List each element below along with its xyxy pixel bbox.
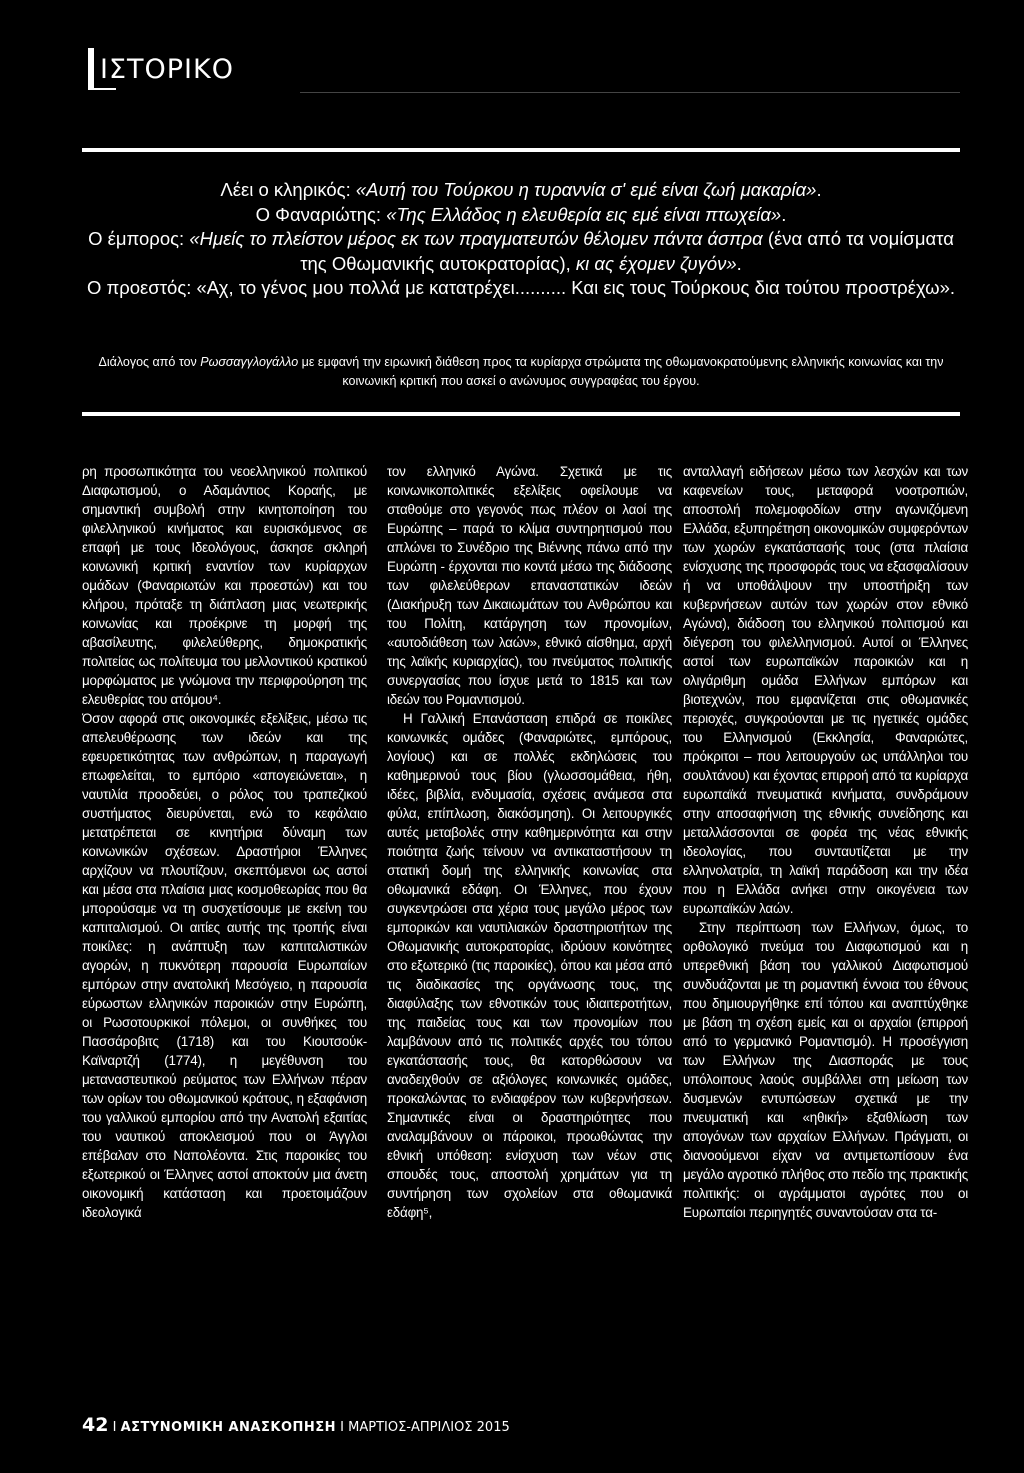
paragraph: ρη προσωπικότητα του νεοελληνικού πολιτικού Διαφωτισμού, ο Αδαμάντιος Κοραής, με σημαντική συμβολή στην κινητοποίηση του φιλελληνικού κινήματος και ευρισκόμενος σε επαφή με τους Ιδεολόγους, άσκησε σκληρή κοινωνική κριτική εναντίον των κυρίαρχων ομάδων (Φαναριωτών και προεστών) και του κλήρου, πρόταξε τη διάπλαση μιας νεωτερικής κοινωνίας και προέκρινε τη μορφή της αβασίλευτης, φιλελεύθερης, δημοκρατικής πολιτείας ως πολίτευμα του μελλοντικού κρατικού μορφώματος με γνώμονα την περιφρούρηση της ελευθερίας του ατόμου⁴. xyxy=(82,464,367,707)
text-column-3 xyxy=(683,462,968,1382)
quote-line: Ο προεστός: «Αχ, το γένος μου πολλά με κατατρέχει.......... Και εις τους Τούρκους δια τούτου προστρέχω». xyxy=(86,277,956,298)
quote-line: Λέει ο κληρικός: «Αυτή του Τούρκου η τυραννία σ' εμέ είναι ζωή μακαρία». xyxy=(220,179,822,200)
section-marker-bar xyxy=(88,48,94,90)
paragraph: τον ελληνικό Αγώνα. Σχετικά με τις κοινωνικοπολιτικές εξελίξεις οφείλουμε να σταθούμε στο γεγονός πως πλέον οι λαοί της Ευρώπης – παρά το κλίμα συντηρητισμού που απλώνει το Συνέδριο της Βιέννης πάνω από την Ευρώπη - έρχονται πιο κοντά μέσω της διάδοσης των φιλελεύθερων επαναστατικών ιδεών (Διακήρυξη των Δικαιωμάτων του Ανθρώπου και του Πολίτη, κατάργηση των προνομίων, «αυτοδιάθεση των λαών», εθνικό αίσθημα, αρχή της λαϊκής κυριαρχίας), του πνεύματος πολιτικής συνεργασίας που ίσχυε μετά το 1815 και των ιδεών του Ρομαντισμού. xyxy=(387,464,672,707)
paragraph: Η Γαλλική Επανάσταση επιδρά σε ποικίλες κοινωνικές ομάδες (Φαναριώτες, εμπόρους, λογίους) και σε πολλές εκδηλώσεις του καθημερινού τους βίου (γλωσσομάθεια, ήθη, ιδέες, βιβλία, ενδυμασία, σχέσεις ανάμεσα στα φύλα, επίπλωση, διακόσμηση). Οι λειτουργικές αυτές μεταβολές στην καθημερινότητα και στην ποιότητα ζωής τείνουν να αντικαταστήσουν τη στατική δομή της ελληνικής κοινωνίας στα οθωμανικά εδάφη. Οι Έλληνες, που έχουν συγκεντρώσει στα χέρια τους μεγάλο μέρος των εμπορικών και ναυτιλιακών δραστηριοτήτων της Οθωμανικής αυτοκρατορίας, ιδρύουν κοινότητες στο εξωτερικό (τις παροικίες), όπου και μέσα από τις διαδικασίες της οργάνωσης τους, της διαφύλαξης των εθνοτικών τους ιδιαιτεροτήτων, της παιδείας τους και των προνομίων που λαμβάνουν από τις πολιτικές αρχές του τόπου εγκατάστασής τους, θα κατορθώσουν να αναδειχθούν σε αξιόλογες κοινωνικές ομάδες, προκαλώντας το ενδιαφέρον των κυβερνήσεων. Σημαντικές είναι οι δραστηριότητες που αναλαμβάνουν οι πάροικοι, προωθώντας την εθνική υπόθεση: ενίσχυση των νέων στις σπουδές τους, αποστολή χρημάτων για τη συντήρηση των σχολείων στα οθωμανικά εδάφη⁵, xyxy=(387,711,672,1220)
section-title: ΙΣΤΟΡΙΚΟ xyxy=(100,54,234,85)
text-column-2 xyxy=(387,462,672,1382)
dialogue-quotes xyxy=(82,178,960,301)
footer-separator: I xyxy=(340,1420,344,1435)
issue-date: ΜΑΡΤΙΟΣ-ΑΠΡΙΛΙΟΣ 2015 xyxy=(348,1420,510,1435)
magazine-name: ΑΣΤΥΝΟΜΙΚΗ ΑΝΑΣΚΟΠΗΣΗ xyxy=(120,1420,337,1435)
quote-caption: Διάλογος από τον Ρωσσαγγλογάλλο με εμφανή την ειρωνική διάθεση προς τα κυρίαρχα στρώματα της οθωμανοκρατούμενης ελληνικής κοινωνίας και την κοινωνική κριτική που ασκεί ο ανώνυμος συγγραφέας του έργου. xyxy=(98,355,944,388)
quote-line: Ο έμπορος: «Ημείς το πλείστον μέρος εκ των πραγματευτών θέλομεν πάντα άσπρα (ένα από τα νομίσματα της Οθωμανικής αυτοκρατορίας), κι ας έχομεν ζυγόν». xyxy=(88,228,954,274)
header-divider xyxy=(300,92,960,93)
middle-rule xyxy=(82,412,960,416)
paragraph: Στην περίπτωση των Ελλήνων, όμως, το ορθολογικό πνεύμα του Διαφωτισμού και η υπερεθνική βάση του γαλλικού Διαφωτισμού συνδυάζονται με τη ρομαντική έννοια του έθνους που δημιουργήθηκε επί τόπου και αναπτύχθηκε με βάση τη σχέση εμείς και οι αρχαίοι (επιρροή από το γερμανικό Ρομαντισμό). Η προσέγγιση των Ελλήνων της Διασποράς με τους υπόλοιπους λαούς συμβάλλει στη μείωση των δυσμενών εντυπώσεων σχετικά με την πνευματική και «ηθική» εξαθλίωση των απογόνων των αρχαίων Ελλήνων. Πράγματι, οι διανοούμενοι είχαν να αντιμετωπίσουν ένα μεγάλο αγροτικό πλήθος στο πεδίο της πρακτικής πολιτικής: οι αγράμματοι αγρότες που οι Ευρωπαίοι περιηγητές συναντούσαν στα τα- xyxy=(683,920,968,1220)
page-number: 42 xyxy=(82,1414,109,1436)
text-column-1 xyxy=(82,462,367,1382)
paragraph: ανταλλαγή ειδήσεων μέσω των λεσχών και των καφενείων τους, μεταφορά νοοτροπιών, αποστολή πολεμοφοδίων στην αγωνιζόμενη Ελλάδα, εξυπηρέτηση οικονομικών συμφερόντων των χωρών εγκατάστασής τους (στα πλαίσια ενίσχυσης της προσφοράς τους να εξασφαλίσουν ή να υποθάλψουν την υποστήριξη των κυβερνήσεων αυτών των χωρών στον εθνικό Αγώνα), διάδοση του ελληνικού πολιτισμού και διέγερση του φιλελληνισμού. Αυτοί οι Έλληνες αστοί των ευρωπαϊκών παροικιών και η ολιγάριθμη ομάδα Ελλήνων εμπόρων και βιοτεχνών, που εμφανίζεται στις οθωμανικές περιοχές, συγκρούονται με τις ηγετικές ομάδες του Ελληνισμού (Εκκλησία, Φαναριώτες, πρόκριτοι – που λειτουργούν ως υπάλληλοι του σουλτάνου) και έχοντας επιρροή από τα κυρίαρχα ευρωπαϊκά πνευματικά κινήματα, συνδράμουν στην αποσαφήνιση της εθνικής συνείδησης και μεταλλάσσονται σε φορέα της νέας εθνικής ιδεολογίας, που συνταυτίζεται με την ελληνολατρία, τη λαϊκή παράδοση και την ιδέα που η Ελλάδα ανήκει στην οικογένεια των ευρωπαϊκών λαών. xyxy=(683,464,968,916)
top-rule xyxy=(82,148,960,152)
paragraph: Όσον αφορά στις οικονομικές εξελίξεις, μέσω τις απελευθέρωσης των ιδεών και της εφευρετικότητας των ανθρώπων, η παραγωγή επωφελείται, το εμπόριο «απογειώνεται», η ναυτιλία προοδεύει, ο ρόλος του τραπεζικού συστήματος διευρύνεται, ενώ το κεφάλαιο μετατρέπεται σε κινητήρια δύναμη των κοινωνικών σχέσεων. Δραστήριοι Έλληνες αρχίζουν να πλουτίζουν, σκεπτόμενοι ως αστοί και μέσα στα πλαίσια μιας κοσμοθεωρίας που θα μπορούσαμε να τη συσχετίσουμε με εκείνη του καπιταλισμού. Οι αιτίες αυτής της τροπής είναι ποικίλες: η ανάπτυξη των καπιταλιστικών αγορών, η πυκνότερη παρουσία Ευρωπαίων εμπόρων στην ανατολική Μεσόγειο, η παρουσία εύρωστων ελληνικών παροικιών στην Ευρώπη, οι Ρωσοτουρκικοί πόλεμοι, οι συνθήκες του Πασσάροβιτς (1718) και του Κιουτσούκ-Καϊναρτζή (1774), η μεγέθυνση του μεταναστευτικού ρεύματος των Ελλήνων πέραν των ορίων του οθωμανικού κράτους, η εξαφάνιση του γαλλικού εμπορίου από την Ανατολή εξαιτίας του ναυτικού αποκλεισμού που οι Άγγλοι επέβαλαν στο Ναπολέοντα. Στις παροικίες του εξωτερικού οι Έλληνες αστοί αποκτούν μια άνετη οικονομική κατάσταση και προετοιμάζουν ιδεολογικά xyxy=(82,711,367,1220)
quote-line: Ο Φαναριώτης: «Της Ελλάδος η ελευθερία εις εμέ είναι πτωχεία». xyxy=(255,203,787,225)
footer-separator: I xyxy=(112,1420,117,1435)
section-marker-underline xyxy=(88,88,116,90)
page-footer xyxy=(82,1414,510,1436)
